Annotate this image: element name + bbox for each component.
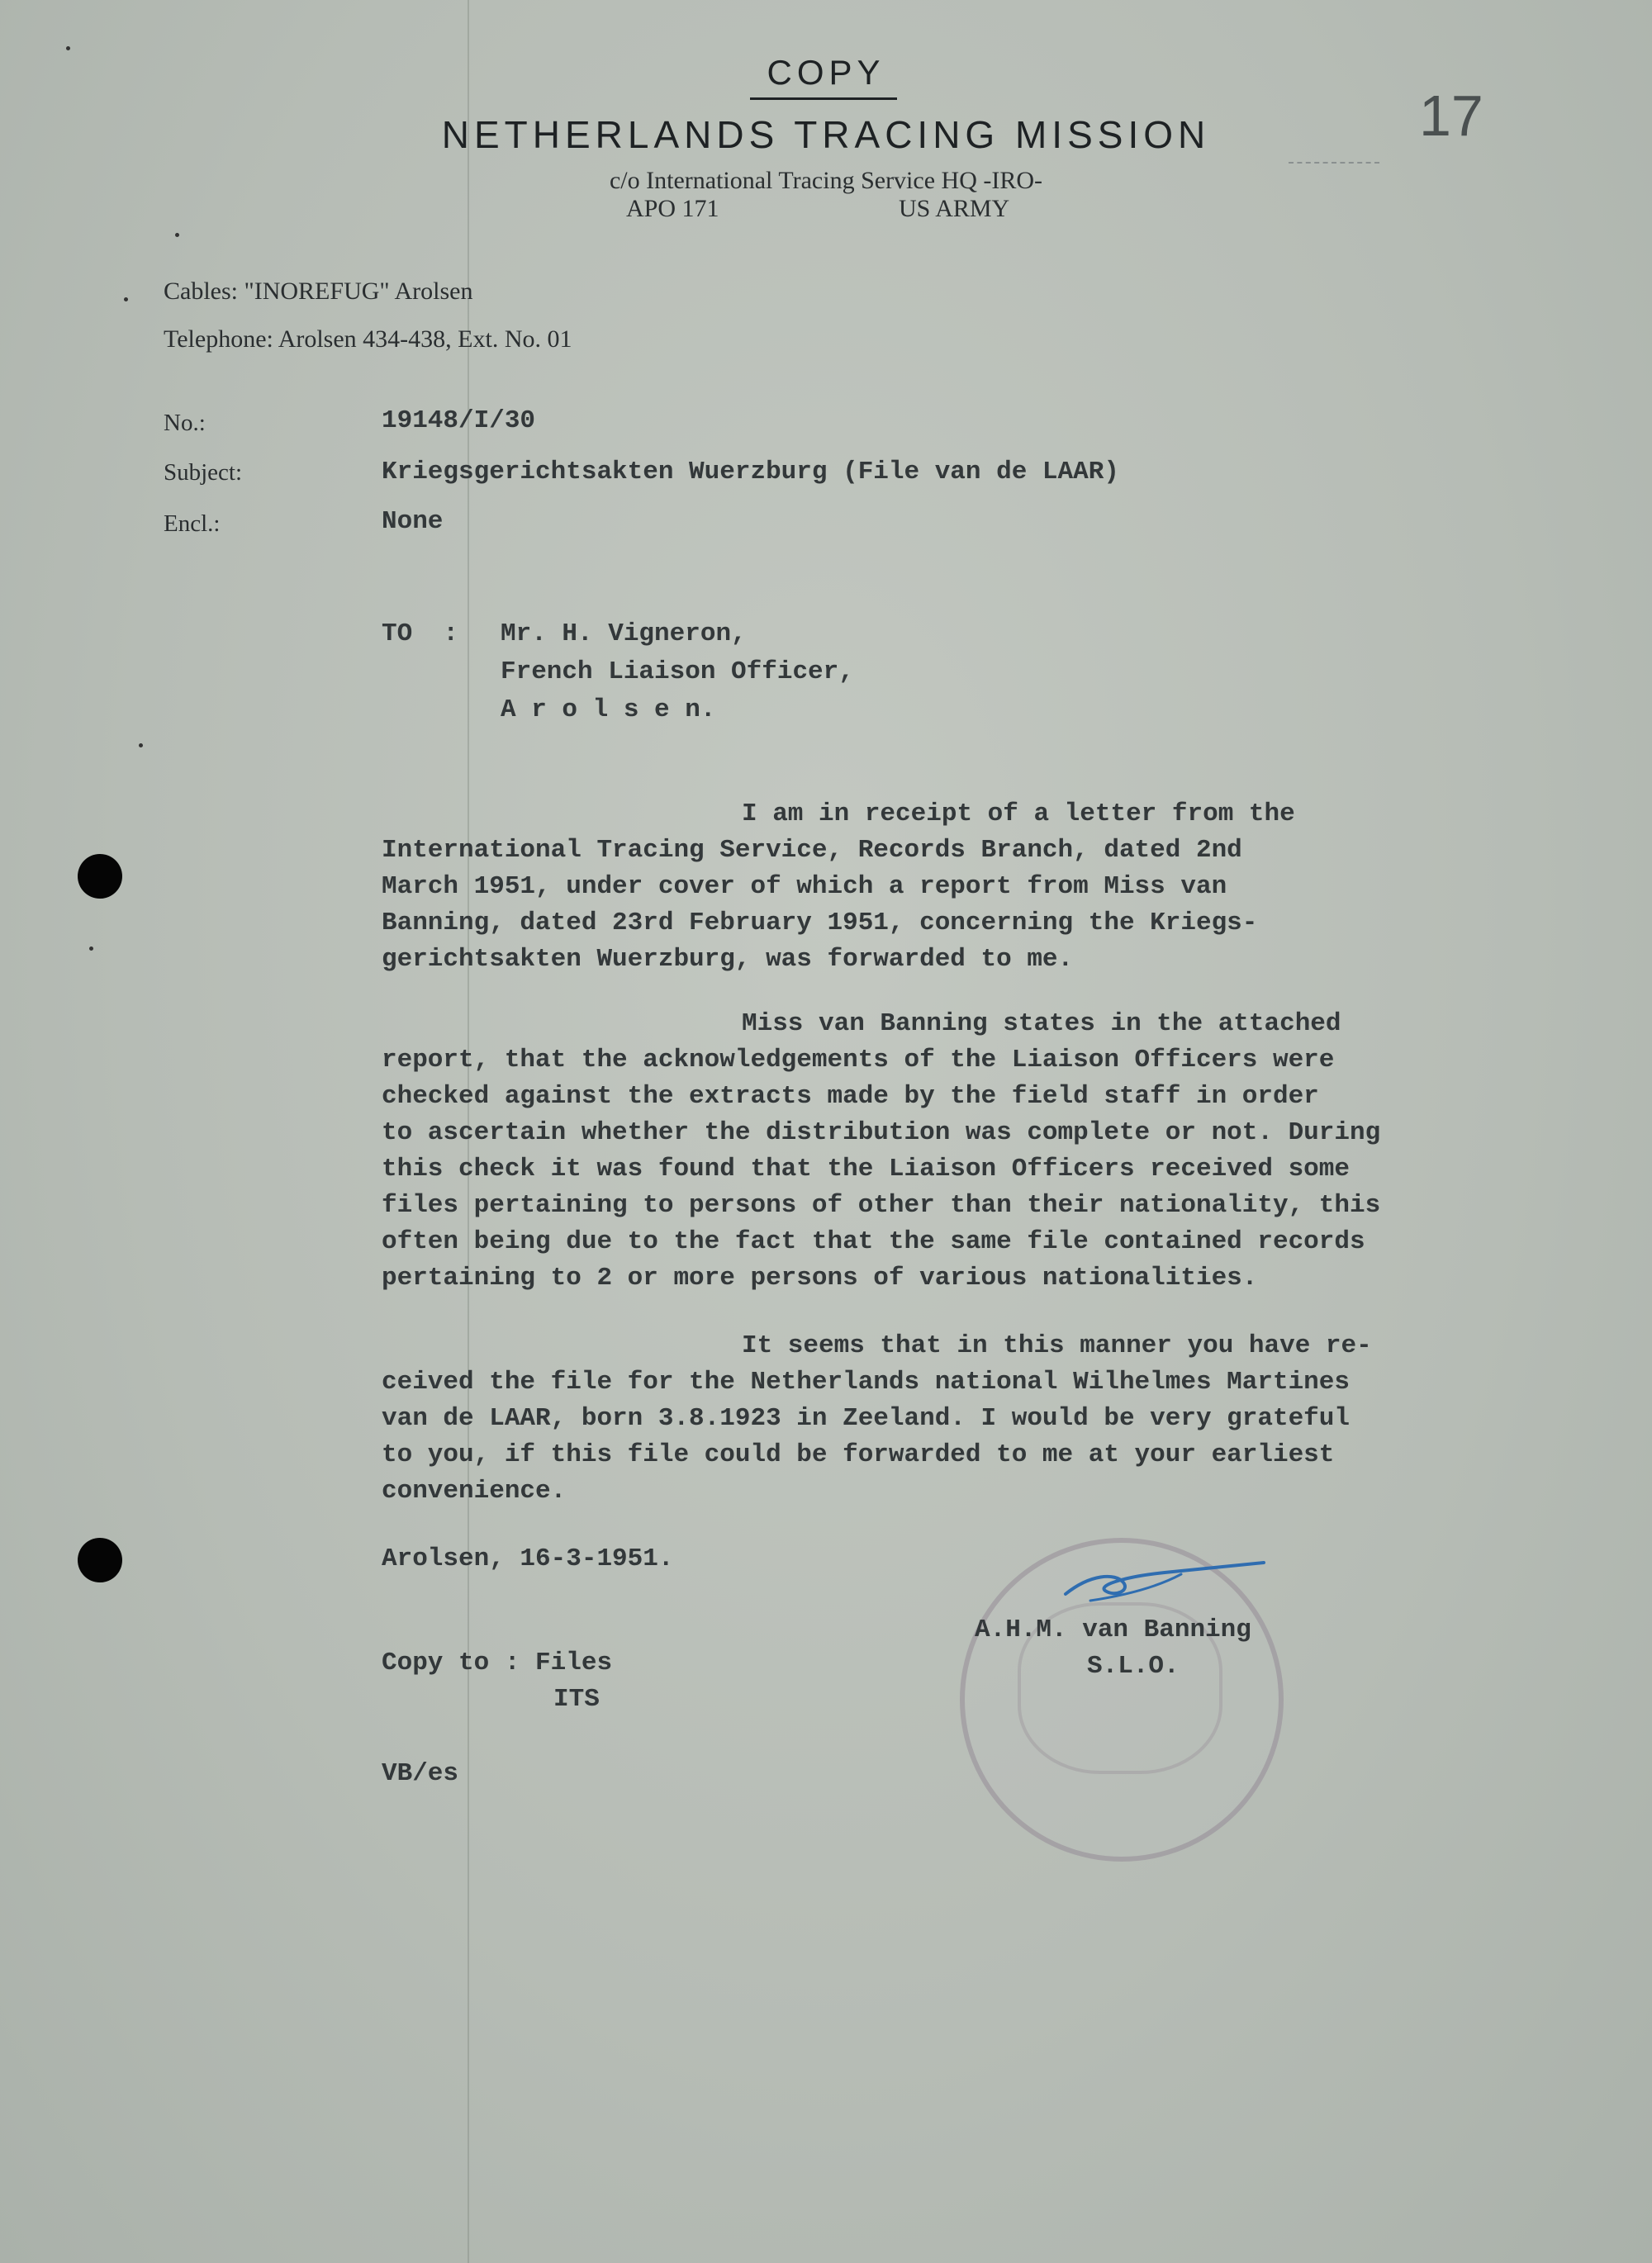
paragraph-2-line: checked against the extracts made by the field staff in order [382,1082,1319,1111]
copy-to-its: ITS [553,1685,600,1714]
paragraph-3-line: It seems that in this manner you have re- [742,1331,1372,1360]
paragraph-2-line: report, that the acknowledgements of the Liaison Officers were [382,1046,1335,1075]
paragraph-1-line: gerichtsakten Wuerzburg, was forwarded to me. [382,945,1074,974]
copy-to-label: Copy to : Files [382,1649,613,1677]
paragraph-1-line: I am in receipt of a letter from the [742,799,1295,828]
speck [66,46,70,50]
address-line: c/o International Tracing Service HQ -IRO- [609,167,1043,194]
to-label: TO : [382,619,459,648]
encl-value: None [382,507,444,536]
recipient-name: Mr. H. Vigneron, [501,619,747,648]
signatory-title: S.L.O. [1087,1652,1180,1681]
place-date: Arolsen, 16-3-1951. [382,1544,674,1573]
cables-line: Cables: "INOREFUG" Arolsen [164,278,473,305]
paragraph-2-line: files pertaining to persons of other than their nationality, this [382,1191,1381,1220]
address-army: US ARMY [899,195,1010,222]
typist-initials: VB/es [382,1759,459,1788]
reference-number: 19148/I/30 [382,406,536,435]
paragraph-1-line: March 1951, under cover of which a report from Miss van [382,872,1227,901]
subject-value: Kriegsgerichtsakten Wuerzburg (File van de LAAR) [382,458,1119,486]
paragraph-2-line: this check it was found that the Liaison Officers received some [382,1155,1350,1184]
paragraph-3-line: ceived the file for the Netherlands national Wilhelmes Martines [382,1368,1350,1397]
paragraph-2-line: often being due to the fact that the same file contained records [382,1227,1365,1256]
recipient-place: A r o l s e n. [501,695,716,724]
signatory-name: A.H.M. van Banning [975,1615,1251,1644]
paragraph-2-line: Miss van Banning states in the attached [742,1009,1341,1038]
paragraph-1-line: Banning, dated 23rd February 1951, concerning the Kriegs- [382,909,1258,937]
punch-hole-top [78,854,122,899]
speck [124,297,128,301]
paragraph-3-line: to you, if this file could be forwarded to me at your earliest [382,1440,1335,1469]
copy-heading: COPY [767,53,885,92]
speck [139,743,143,747]
paragraph-3-line: convenience. [382,1477,567,1506]
pencil-dash-mark [1289,162,1379,165]
no-label: No.: [164,410,206,436]
paragraph-2-line: pertaining to 2 or more persons of various nationalities. [382,1264,1258,1293]
signature [1057,1558,1272,1607]
address-apo: APO 171 [626,195,719,222]
telephone-line: Telephone: Arolsen 434-438, Ext. No. 01 [164,325,572,353]
punch-hole-bottom [78,1538,122,1582]
paragraph-2-line: to ascertain whether the distribution was complete or not. During [382,1118,1381,1147]
speck [175,233,179,237]
organization-title: NETHERLANDS TRACING MISSION [441,113,1211,156]
page-number: 17 [1419,83,1483,148]
copy-underline [750,97,897,100]
paragraph-1-line: International Tracing Service, Records Branch, dated 2nd [382,836,1242,865]
encl-label: Encl.: [164,510,221,537]
recipient-title: French Liaison Officer, [501,657,854,686]
paragraph-3-line: van de LAAR, born 3.8.1923 in Zeeland. I would be very grateful [382,1404,1350,1433]
subject-label: Subject: [164,459,243,486]
speck [89,946,93,951]
